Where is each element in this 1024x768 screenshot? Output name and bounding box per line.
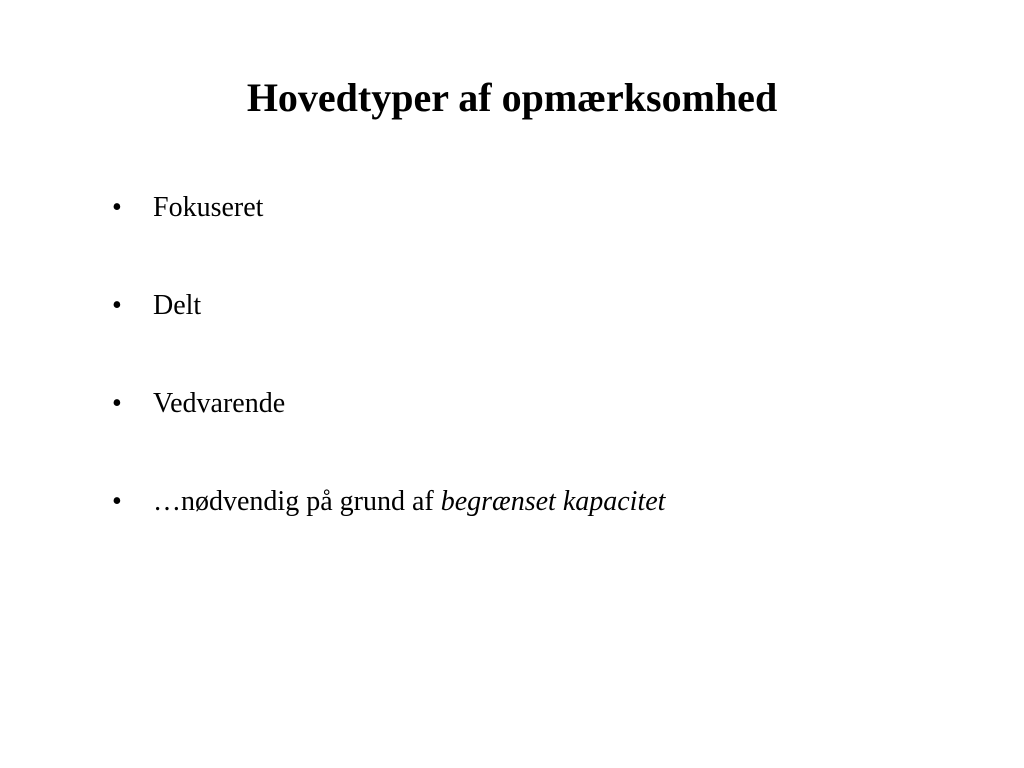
- bullet-text: Delt: [153, 290, 202, 321]
- slide-title: Hovedtyper af opmærksomhed: [246, 75, 778, 120]
- bullet-icon: •: [112, 192, 122, 223]
- bullet-icon: •: [112, 486, 122, 517]
- bullet-icon: •: [112, 290, 122, 321]
- bullet-text-composite: [153, 478, 665, 526]
- bullet-icon: •: [112, 388, 122, 419]
- bullet-text-emphasis: begrænset kapacitet: [440, 486, 666, 517]
- bullet-text-plain: …nødvendig på grund af: [153, 486, 441, 517]
- bullet-text: Fokuseret: [153, 192, 264, 223]
- bullet-text: Vedvarende: [153, 388, 286, 419]
